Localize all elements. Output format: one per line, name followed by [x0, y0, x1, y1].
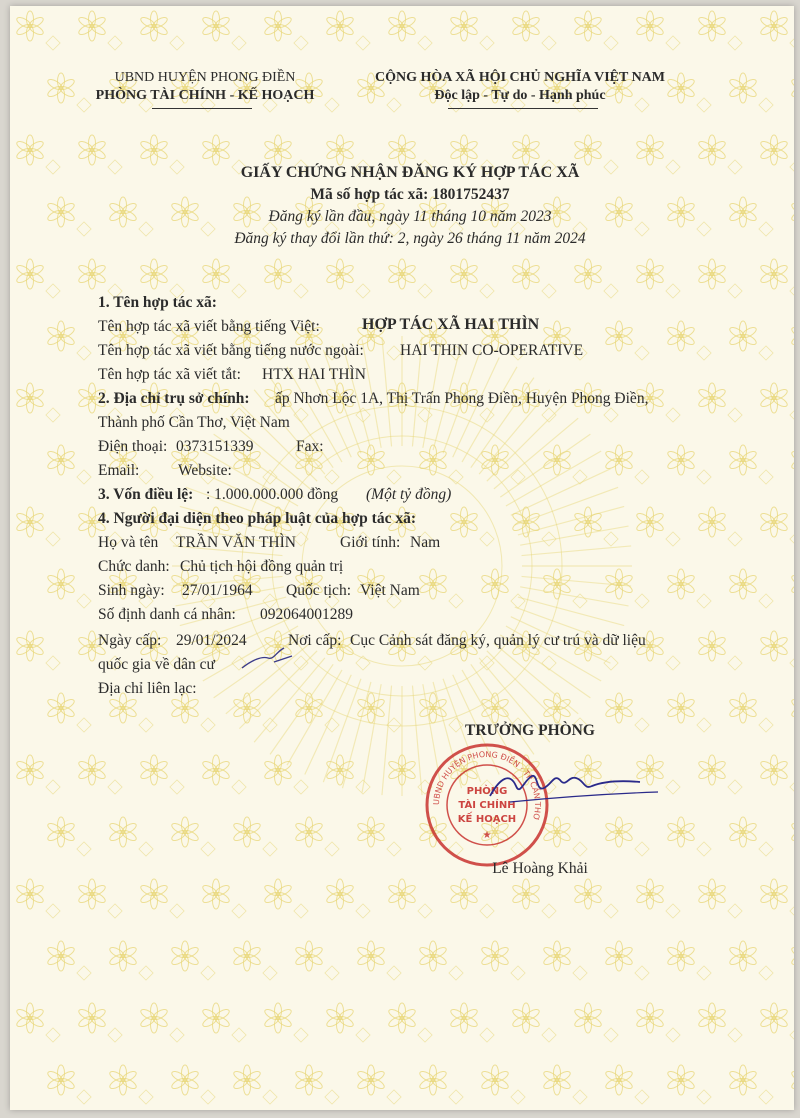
- cooperative-code: Mã số hợp tác xã: 1801752437: [310, 186, 510, 203]
- issue-place-line1: Cục Cảnh sát đăng ký, quản lý cư trú và dữ liệu: [350, 632, 646, 649]
- foreign-name-value: HAI THIN CO-OPERATIVE: [400, 342, 584, 359]
- charter-capital-value: : 1.000.000.000 đồng: [206, 486, 339, 503]
- section3-heading: 3. Vốn điều lệ:: [98, 486, 194, 503]
- certificate-content: [10, 6, 794, 1110]
- header-country: CỘNG HÒA XÃ HỘI CHỦ NGHĨA VIỆT NAM: [374, 70, 665, 85]
- nationality-label: Quốc tịch:: [286, 582, 351, 599]
- vn-name-label: Tên hợp tác xã viết bằng tiếng Việt:: [98, 318, 320, 335]
- signatory-position: TRƯỞNG PHÒNG: [465, 722, 595, 739]
- svg-text:PHÒNG: PHÒNG: [466, 786, 508, 797]
- rep-name-label: Họ và tên: [98, 534, 159, 551]
- email-label: Email:: [98, 462, 140, 479]
- issue-date-value: 29/01/2024: [176, 632, 247, 649]
- signer-name: Lê Hoàng Khải: [492, 860, 588, 877]
- dob-value: 27/01/1964: [182, 582, 253, 599]
- svg-text:★: ★: [482, 830, 492, 841]
- foreign-name-label: Tên hợp tác xã viết bằng tiếng nước ngoài:: [98, 342, 364, 359]
- address-line2: Thành phố Cần Thơ, Việt Nam: [98, 414, 290, 431]
- section4-heading: 4. Người đại diện theo pháp luật của hợp tác xã:: [98, 510, 416, 527]
- position-label: Chức danh:: [98, 558, 170, 575]
- header-motto: Độc lập - Tự do - Hạnh phúc: [434, 88, 606, 103]
- phone-label: Điện thoại:: [98, 438, 168, 455]
- issue-place-line2: quốc gia về dân cư: [98, 656, 215, 673]
- header-right-underline: [448, 108, 598, 109]
- website-label: Website:: [178, 462, 232, 479]
- charter-capital-words: (Một tỷ đồng): [366, 486, 452, 503]
- vn-name-value: HỢP TÁC XÃ HAI THÌN: [362, 316, 540, 333]
- phone-value: 0373151339: [176, 438, 254, 455]
- section2-heading: 2. Địa chỉ trụ sở chính:: [98, 390, 250, 407]
- change-registration: Đăng ký thay đổi lần thứ: 2, ngày 26 tháng 11 năm 2024: [234, 230, 586, 247]
- certificate-title: GIẤY CHỨNG NHẬN ĐĂNG KÝ HỢP TÁC XÃ: [240, 164, 580, 181]
- nationality-value: Việt Nam: [360, 582, 420, 599]
- header-authority: UBND HUYỆN PHONG ĐIỀN: [114, 70, 296, 85]
- contact-address-label: Địa chỉ liên lạc:: [98, 680, 197, 697]
- certificate-page: [10, 6, 794, 1110]
- gender-label: Giới tính:: [340, 534, 401, 551]
- id-value: 092064001289: [260, 606, 353, 623]
- svg-text:KẾ HOẠCH: KẾ HOẠCH: [457, 814, 517, 825]
- initial-mark-icon: [238, 638, 298, 678]
- id-label: Số định danh cá nhân:: [98, 606, 236, 623]
- gender-value: Nam: [410, 534, 441, 551]
- header-left-underline: [152, 108, 252, 109]
- svg-text:UBND HUYỆN PHONG ĐIỀN · TP CẦN: UBND HUYỆN PHONG ĐIỀN · TP CẦN THƠ: [431, 749, 543, 822]
- section1-heading: 1. Tên hợp tác xã:: [98, 294, 217, 311]
- first-registration: Đăng ký lần đầu, ngày 11 tháng 10 năm 2023: [268, 208, 552, 225]
- dob-label: Sinh ngày:: [98, 582, 165, 599]
- fax-label: Fax:: [296, 438, 324, 455]
- svg-text:TÀI CHÍNH: TÀI CHÍNH: [458, 800, 516, 811]
- short-name-value: HTX HAI THÌN: [262, 366, 366, 383]
- issue-place-label: Nơi cấp:: [288, 632, 342, 649]
- address-line1: ấp Nhơn Lộc 1A, Thị Trấn Phong Điền, Huyện Phong Điền,: [275, 390, 649, 407]
- header-department: PHÒNG TÀI CHÍNH - KẾ HOẠCH: [95, 88, 315, 103]
- issue-date-label: Ngày cấp:: [98, 632, 162, 649]
- short-name-label: Tên hợp tác xã viết tắt:: [98, 366, 241, 383]
- position-value: Chủ tịch hội đồng quản trị: [180, 558, 344, 575]
- handwritten-signature-icon: [480, 758, 670, 818]
- rep-name-value: TRẦN VĂN THÌN: [176, 534, 296, 551]
